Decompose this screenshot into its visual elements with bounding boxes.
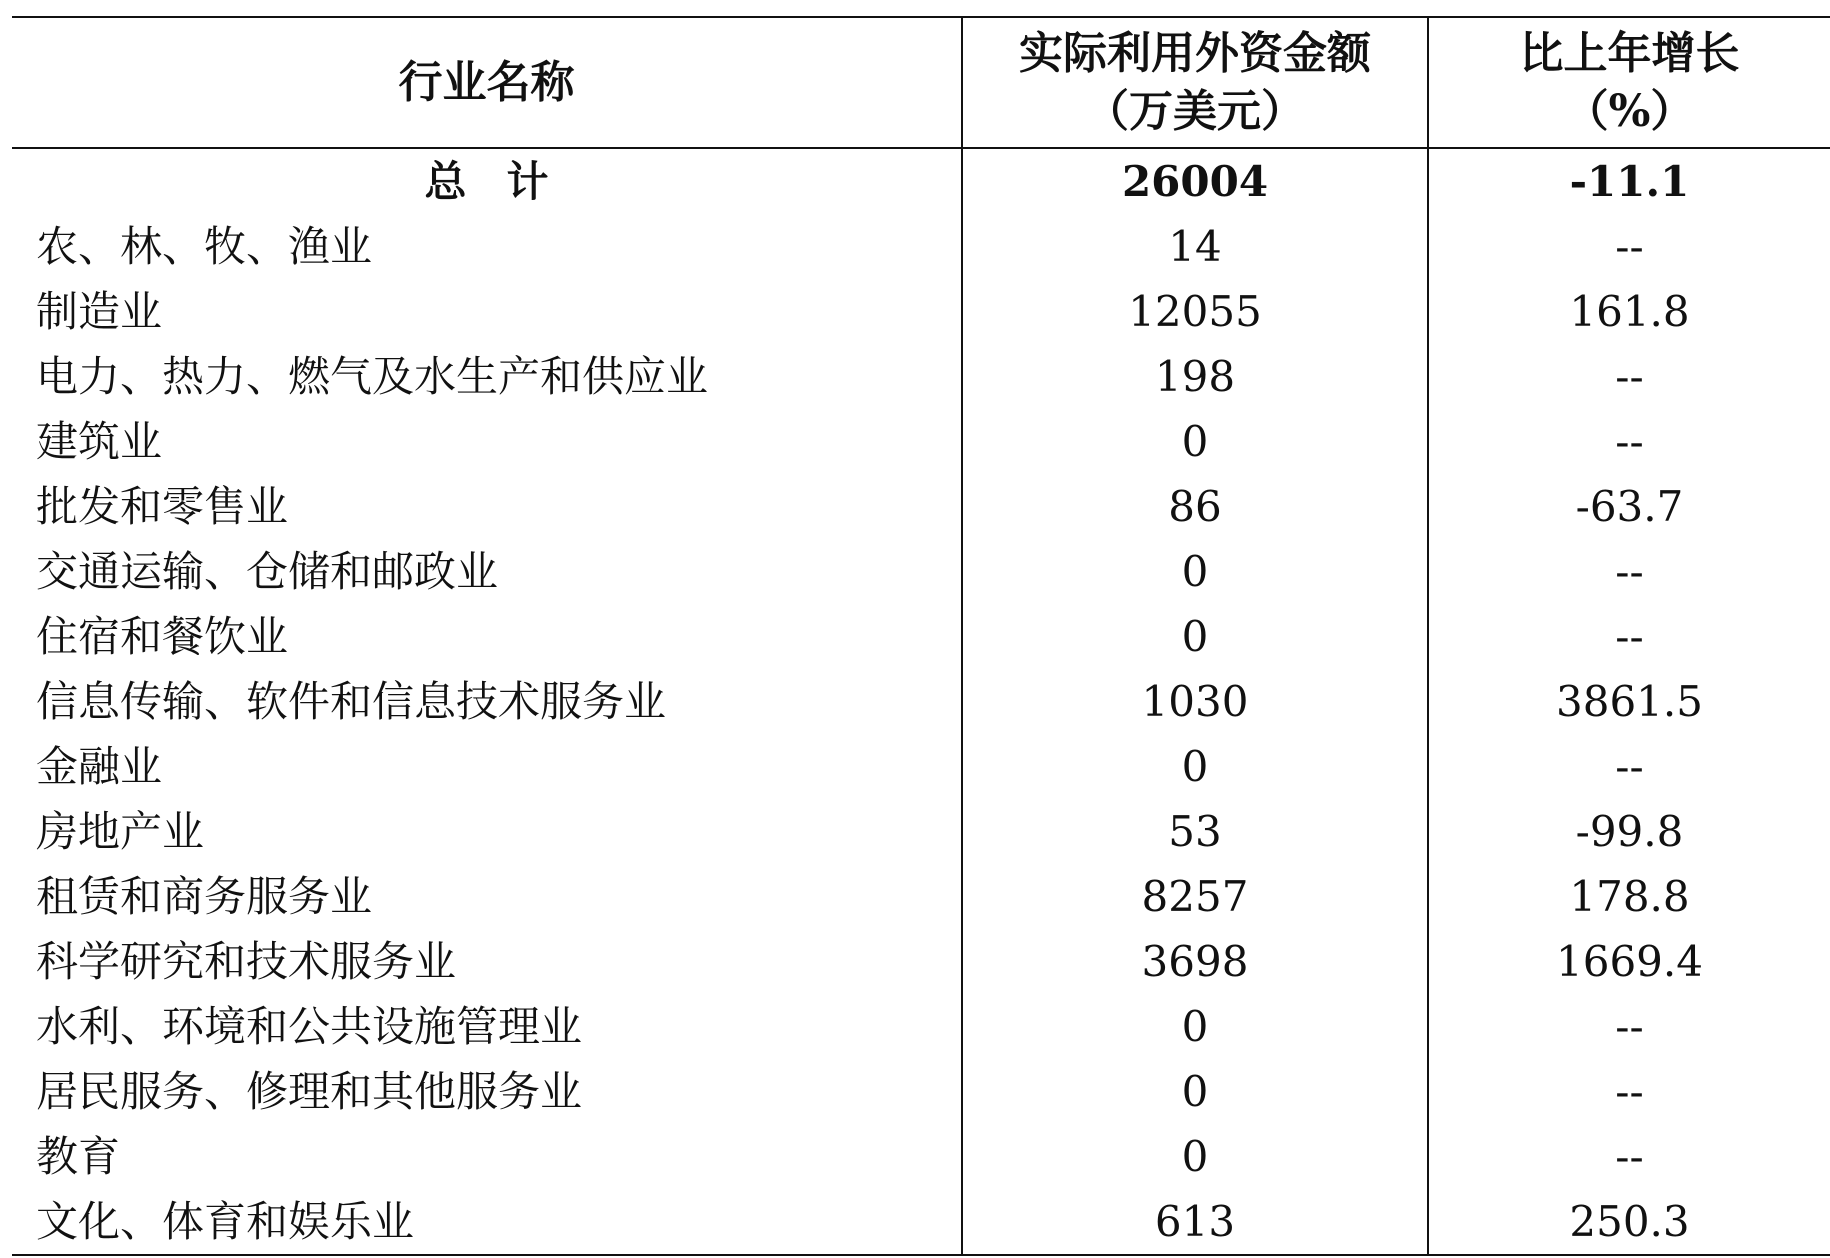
table-row [12,604,1830,669]
growth-cell: 161.8 [1428,279,1830,344]
amount-cell: 0 [962,1059,1428,1124]
growth-cell: 178.8 [1428,864,1830,929]
growth-cell: -- [1428,1124,1830,1189]
growth-cell: 3861.5 [1428,669,1830,734]
table-row [12,1059,1830,1124]
industry-name-cell: 住宿和餐饮业 [36,612,289,661]
growth-cell: -99.8 [1428,799,1830,864]
industry-name-cell: 电力、热力、燃气及水生产和供应业 [36,352,709,401]
header-growth-unit: （%） [1564,85,1695,137]
industry-name-cell: 教育 [36,1132,121,1181]
amount-cell: 14 [962,214,1428,279]
industry-name-cell: 租赁和商务服务业 [36,872,373,921]
amount-cell: 0 [962,409,1428,474]
table-row [12,864,1830,929]
header-amount-title: 实际利用外资金额 [1019,27,1371,79]
amount-cell: 198 [962,344,1428,409]
amount-cell: 613 [962,1189,1428,1255]
growth-cell: 1669.4 [1428,929,1830,994]
table-row [12,474,1830,539]
table-row [12,994,1830,1059]
growth-cell: -- [1428,344,1830,409]
growth-cell: -- [1428,1059,1830,1124]
table-row [12,409,1830,474]
growth-cell: -- [1428,994,1830,1059]
industry-name-cell: 房地产业 [36,807,205,856]
table-row [12,279,1830,344]
table-row [12,734,1830,799]
amount-cell: 3698 [962,929,1428,994]
industry-name-cell: 批发和零售业 [36,482,289,531]
amount-cell: 0 [962,734,1428,799]
industry-name-cell: 信息传输、软件和信息技术服务业 [36,677,667,726]
header-growth-title: 比上年增长 [1519,27,1740,79]
growth-cell: -- [1428,214,1830,279]
amount-cell: 12055 [962,279,1428,344]
total-row [12,148,1830,214]
table-body [12,148,1830,1255]
industry-name-cell: 文化、体育和娱乐业 [12,1189,962,1255]
header-amount-unit: （万美元） [1085,85,1305,137]
table-row [12,344,1830,409]
table-header [12,17,1830,148]
industry-name-cell: 居民服务、修理和其他服务业 [36,1067,583,1116]
header-row [12,17,1830,148]
table-row [12,539,1830,604]
amount-cell: 86 [962,474,1428,539]
growth-cell: 250.3 [1428,1189,1830,1255]
industry-name-cell: 交通运输、仓储和邮政业 [36,547,499,596]
amount-cell: 0 [962,539,1428,604]
header-industry-name-text: 行业名称 [398,56,575,108]
amount-cell: 8257 [962,864,1428,929]
industry-name-cell: 农、林、牧、渔业 [36,222,373,271]
total-amount: 26004 [962,148,1428,214]
amount-cell: 53 [962,799,1428,864]
amount-cell: 0 [962,994,1428,1059]
total-label: 总计 [424,157,589,206]
growth-cell: -- [1428,604,1830,669]
growth-cell: -- [1428,409,1830,474]
growth-cell: -63.7 [1428,474,1830,539]
amount-cell: 0 [962,1124,1428,1189]
industry-name-cell: 制造业 [36,287,163,336]
industry-name-cell: 水利、环境和公共设施管理业 [36,1002,583,1051]
table-row [12,1189,1830,1255]
industry-name-cell: 建筑业 [36,417,163,466]
total-growth: -11.1 [1428,148,1830,214]
industry-name-cell: 科学研究和技术服务业 [36,937,457,986]
table-row [12,799,1830,864]
table-row [12,1124,1830,1189]
industry-name-cell: 金融业 [36,742,163,791]
foreign-investment-by-industry-table [12,16,1830,1256]
amount-cell: 1030 [962,669,1428,734]
header-actual-foreign-investment [962,17,1428,148]
table-row [12,669,1830,734]
header-yoy-growth [1428,17,1830,148]
growth-cell: -- [1428,539,1830,604]
header-industry-name [12,17,962,148]
growth-cell: -- [1428,734,1830,799]
table-row [12,929,1830,994]
amount-cell: 0 [962,604,1428,669]
table-row [12,214,1830,279]
